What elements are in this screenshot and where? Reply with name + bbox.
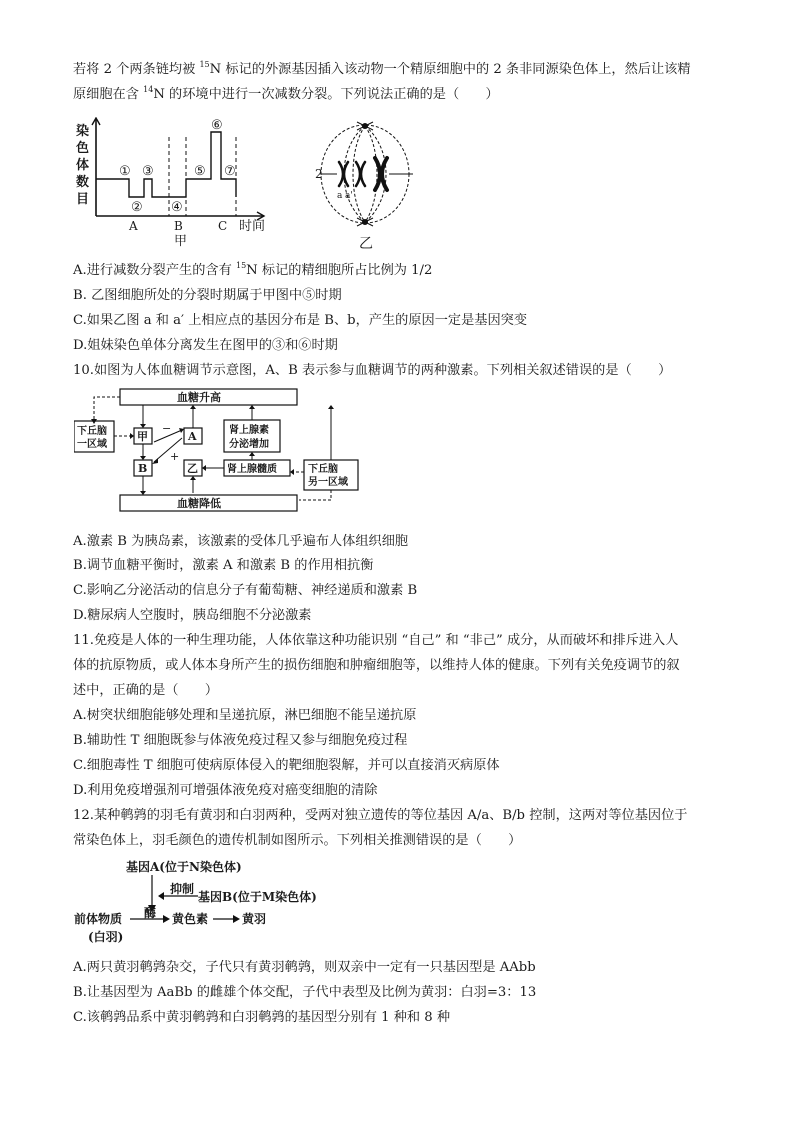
svg-text:a': a'	[345, 191, 353, 201]
svg-text:−: −	[162, 422, 172, 435]
svg-text:抑制: 抑制	[170, 882, 195, 896]
svg-text:染: 染	[76, 124, 90, 139]
svg-text:基因A(位于N染色体): 基因A(位于N染色体)	[126, 860, 242, 874]
svg-text:+: +	[170, 450, 180, 463]
q12-option-c: C.该鹌鹑品系中黄羽鹌鹑和白羽鹌鹑的基因型分别有 1 种和 8 种	[73, 1010, 451, 1025]
svg-text:a: a	[337, 191, 343, 201]
svg-text:血糖降低: 血糖降低	[177, 497, 221, 510]
q10-option-d: D.糖尿病人空腹时，胰岛细胞不分泌激素	[73, 608, 312, 623]
svg-text:①: ①	[119, 164, 131, 179]
q11-option-b: B.辅助性 T 细胞既参与体液免疫过程又参与细胞免疫过程	[73, 733, 408, 748]
svg-text:另一区域: 另一区域	[308, 477, 348, 488]
svg-text:⑦: ⑦	[224, 164, 236, 179]
svg-text:②: ②	[131, 200, 143, 215]
q12-option-b: B.让基因型为 AaBb 的雌雄个体交配，子代中表型及比例为黄羽：白羽=3：13	[73, 985, 537, 1000]
q11-stem-line-3: 述中，正确的是（ ）	[73, 683, 219, 698]
svg-text:下丘脑: 下丘脑	[308, 464, 338, 475]
q10-option-c: C.影响乙分泌活动的信息分子有葡萄糖、神经递质和激素 B	[73, 583, 418, 598]
svg-text:⑤: ⑤	[194, 164, 206, 179]
svg-text:(白羽): (白羽)	[88, 930, 124, 944]
svg-text:目: 目	[76, 192, 90, 207]
q12-figure	[74, 857, 334, 947]
q12-stem-line-2: 常染色体上，羽毛颜色的遗传机制如图所示。下列相关推测错误的是（ ）	[73, 833, 522, 848]
svg-text:黄羽: 黄羽	[242, 912, 267, 926]
svg-text:③: ③	[142, 164, 154, 179]
q9-option-c: C.如果乙图 a 和 a′ 上相应点的基因分布是 B、b，产生的原因一定是基因突变	[73, 313, 528, 328]
svg-text:C: C	[218, 219, 228, 233]
q12-stem-line-1: 12.某种鹌鹑的羽毛有黄羽和白羽两种，受两对独立遗传的等位基因 A/a、B/b 控制，这两对等位基因位于	[73, 808, 688, 823]
q9-option-b: B. 乙图细胞所处的分裂时期属于甲图中⑤时期	[73, 288, 342, 303]
svg-text:基因B(位于M染色体): 基因B(位于M染色体)	[198, 890, 317, 904]
svg-text:B: B	[174, 219, 183, 233]
q9-stem-line-1: 若将 2 个两条链均被 $^{15}$N 标记的外源基因插入该动物一个精原细胞中的 2 条非同源染色体上，然后让该精	[73, 60, 691, 77]
svg-text:酶: 酶	[144, 906, 157, 920]
svg-text:肾上腺髓质: 肾上腺髓质	[227, 464, 277, 475]
q10-figure	[74, 388, 364, 512]
q12-option-a: A.两只黄羽鹌鹑杂交，子代只有黄羽鹌鹑，则双亲中一定有一只基因型是 AAbb	[73, 960, 536, 975]
svg-text:时间: 时间	[239, 219, 266, 234]
q10-option-b: B.调节血糖平衡时，激素 A 和激素 B 的作用相抗衡	[73, 558, 374, 573]
q11-option-a: A.树突状细胞能够处理和呈递抗原，淋巴细胞不能呈递抗原	[73, 708, 417, 723]
q11-option-d: D.利用免疫增强剂可增强体液免疫对癌变细胞的清除	[73, 783, 378, 798]
svg-text:前体物质: 前体物质	[74, 912, 123, 926]
q10-option-a: A.激素 B 为胰岛素，该激素的受体几乎遍布人体组织细胞	[73, 534, 409, 549]
svg-text:甲: 甲	[174, 234, 188, 249]
q9-option-a: A.进行减数分裂产生的含有 $^{15}$N 标记的精细胞所占比例为 1/2	[73, 261, 433, 278]
svg-text:黄色素: 黄色素	[172, 912, 209, 926]
q9-figure-yi	[315, 118, 415, 252]
svg-text:B: B	[138, 462, 148, 475]
svg-text:⑥: ⑥	[211, 118, 223, 133]
svg-text:体: 体	[76, 158, 90, 173]
svg-text:④: ④	[171, 200, 183, 215]
q9-figure-jia	[74, 117, 274, 250]
svg-text:一区域: 一区域	[77, 439, 107, 450]
q11-option-c: C.细胞毒性 T 细胞可使病原体侵入的靶细胞裂解，并可以直接消灭病原体	[73, 758, 500, 773]
svg-text:分泌增加: 分泌增加	[229, 439, 269, 450]
svg-text:数: 数	[76, 175, 90, 190]
svg-text:血糖升高: 血糖升高	[177, 391, 221, 404]
q9-option-d: D.姐妹染色单体分离发生在图甲的③和⑥时期	[73, 338, 338, 353]
svg-text:乙: 乙	[187, 462, 198, 475]
svg-text:肾上腺素: 肾上腺素	[229, 425, 269, 436]
svg-text:甲: 甲	[137, 430, 148, 443]
svg-text:A: A	[188, 430, 197, 443]
q9-stem-line-2: 原细胞在含 $^{14}$N 的环境中进行一次减数分裂。下列说法正确的是（ ）	[73, 85, 499, 102]
svg-text:色: 色	[76, 141, 90, 156]
q11-stem-line-2: 体的抗原物质，或人体本身所产生的损伤细胞和肿瘤细胞等，以维持人体的健康。下列有关免疫调节的叙	[73, 658, 680, 673]
svg-text:乙: 乙	[359, 236, 373, 252]
q10-stem: 10.如图为人体血糖调节示意图，A、B 表示参与血糖调节的两种激素。下列相关叙述错误的是（ ）	[73, 363, 672, 378]
svg-text:A: A	[129, 219, 138, 233]
svg-text:2: 2	[315, 167, 323, 181]
q11-stem-line-1: 11.免疫是人体的一种生理功能，人体依靠这种功能识别 “自己” 和 “非己” 成分，从而破坏和排斥进入人	[73, 633, 679, 648]
svg-text:下丘脑: 下丘脑	[77, 426, 107, 437]
